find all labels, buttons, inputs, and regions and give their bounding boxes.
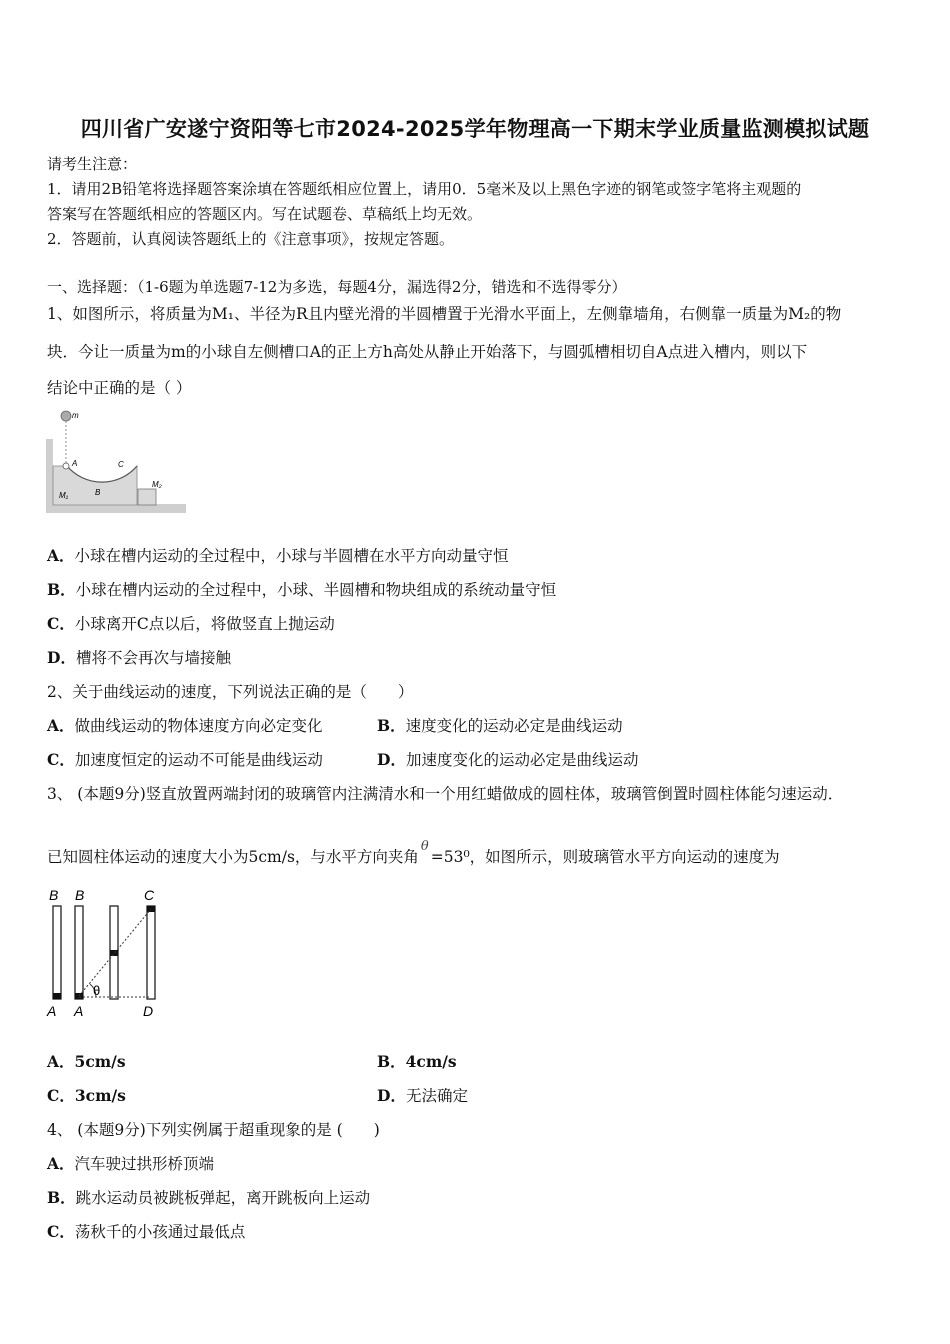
label-c: C: [118, 460, 124, 469]
q2-option-c[interactable]: [47, 748, 323, 770]
q2-option-b[interactable]: [377, 714, 623, 736]
q3-option-b[interactable]: [377, 1050, 457, 1072]
label-a-2: A: [74, 1003, 84, 1019]
option-label: B．: [377, 716, 406, 735]
q3-stem-line-2: [47, 839, 780, 867]
tube-1: [53, 906, 61, 999]
tube-2: [75, 906, 83, 999]
option-label: B．: [47, 1188, 76, 1207]
ball-m: [61, 411, 71, 421]
option-label: A．: [47, 716, 75, 735]
q3-option-c[interactable]: [47, 1084, 126, 1106]
option-label: C．: [47, 1086, 75, 1105]
q3-stem-line-2-b: =53⁰，如图所示，则玻璃管水平方向运动的速度为: [430, 848, 780, 866]
option-text: 槽将不会再次与墙接触: [75, 649, 231, 667]
q2-option-a[interactable]: [47, 714, 323, 736]
option-label: A．: [47, 1052, 75, 1071]
q3-stem-line-1: 3、 (本题9分)竖直放置两端封闭的玻璃管内注满清水和一个用红蜡做成的圆柱体，玻璃管倒置时圆柱体能匀速运动．: [47, 785, 844, 803]
option-label: D．: [377, 1086, 406, 1105]
option-text: 做曲线运动的物体速度方向必定变化: [74, 717, 323, 735]
q4-option-b[interactable]: [47, 1186, 370, 1208]
q1-option-d[interactable]: [47, 646, 231, 668]
label-m1: M₁: [59, 491, 69, 500]
q4-option-c[interactable]: [47, 1220, 245, 1242]
option-label: C．: [47, 1222, 75, 1241]
option-label: B．: [377, 1052, 406, 1071]
option-text: 小球在槽内运动的全过程中，小球与半圆槽在水平方向动量守恒: [74, 547, 509, 565]
option-label: D．: [47, 648, 76, 667]
q1-option-b[interactable]: [47, 578, 556, 600]
q1-option-c[interactable]: [47, 612, 335, 634]
option-text: 3cm/s: [74, 1086, 126, 1105]
block-m2: [138, 489, 156, 505]
option-label: C．: [47, 614, 75, 633]
wall: [46, 439, 53, 513]
label-b: B: [95, 488, 101, 497]
page-title: 四川省广安遂宁资阳等七市2024-2025学年物理高一下期末学业质量监测模拟试题: [80, 117, 870, 141]
tube-4: [147, 906, 155, 999]
option-label: C．: [47, 750, 75, 769]
option-text: 加速度变化的运动必定是曲线运动: [405, 751, 639, 769]
option-text: 荡秋千的小孩通过最低点: [74, 1223, 246, 1241]
option-text: 加速度恒定的运动不可能是曲线运动: [74, 751, 323, 769]
theta-symbol: θ: [420, 839, 429, 854]
label-m2: M₂: [152, 480, 162, 489]
q3-option-a[interactable]: [47, 1050, 126, 1072]
q3-option-d[interactable]: [377, 1084, 468, 1106]
option-text: 跳水运动员被跳板弹起，离开跳板向上运动: [75, 1189, 371, 1207]
option-text: 4cm/s: [405, 1052, 457, 1071]
option-text: 小球离开C点以后，将做竖直上抛运动: [74, 615, 335, 633]
option-text: 无法确定: [405, 1087, 468, 1105]
q1-stem-line-1: 1、如图所示，将质量为M₁、半径为R且内壁光滑的半圆槽置于光滑水平面上，左侧靠墙角，右侧靠一质量为M₂的物: [47, 305, 842, 323]
section-heading: 一、选择题：（1-6题为单选题7-12为多选，每题4分，漏选得2分，错选和不选得零分）: [47, 278, 627, 296]
label-b-2: B: [75, 887, 85, 903]
option-text: 小球在槽内运动的全过程中，小球、半圆槽和物块组成的系统动量守恒: [75, 581, 557, 599]
q1-figure-semicircle-trough: [44, 405, 190, 517]
notice-item-1-line-2: 答案写在答题纸相应的答题区内。写在试题卷、草稿纸上均无效。: [47, 205, 483, 223]
label-m: m: [72, 411, 79, 420]
wax-cylinder-1: [53, 993, 61, 999]
label-a-1: A: [47, 1003, 57, 1019]
q4-stem: 4、 (本题9分)下列实例属于超重现象的是 ( ): [47, 1121, 380, 1139]
point-a-marker: [63, 463, 69, 469]
q1-stem-line-2: 块．今让一质量为m的小球自左侧槽口A的正上方h高处从静止开始落下，与圆弧槽相切自A点进入槽内，则以下: [47, 343, 808, 361]
notice-heading: 请考生注意：: [47, 155, 138, 173]
label-d: D: [143, 1003, 154, 1019]
q3-stem-line-2-a: 已知圆柱体运动的速度大小为5cm/s，与水平方向夹角: [47, 848, 419, 866]
label-theta: θ: [93, 983, 101, 998]
option-label: D．: [377, 750, 406, 769]
option-label: A．: [47, 1154, 75, 1173]
q4-option-a[interactable]: [47, 1152, 214, 1174]
option-text: 5cm/s: [74, 1052, 126, 1071]
q3-figure-glass-tubes: [44, 884, 169, 1022]
q1-stem-line-3: 结论中正确的是（ ）: [47, 379, 192, 397]
wax-cylinder-3: [110, 950, 118, 956]
option-label: A．: [47, 546, 75, 565]
q2-stem: 2、关于曲线运动的速度，下列说法正确的是（ ）: [47, 683, 414, 701]
label-a: A: [72, 459, 78, 468]
notice-item-1-line-1: 1．请用2B铅笔将选择题答案涂填在答题纸相应位置上，请用0．5毫米及以上黑色字迹的钢笔或签字笔将主观题的: [47, 180, 802, 198]
q2-option-d[interactable]: [377, 748, 638, 770]
option-text: 汽车驶过拱形桥顶端: [74, 1155, 215, 1173]
notice-item-2: 2．答题前，认真阅读答题纸上的《注意事项》，按规定答题。: [47, 230, 455, 248]
q1-option-a[interactable]: [47, 544, 509, 566]
option-label: B．: [47, 580, 76, 599]
option-text: 速度变化的运动必定是曲线运动: [405, 717, 623, 735]
label-b-1: B: [49, 887, 59, 903]
label-c: C: [144, 887, 155, 903]
